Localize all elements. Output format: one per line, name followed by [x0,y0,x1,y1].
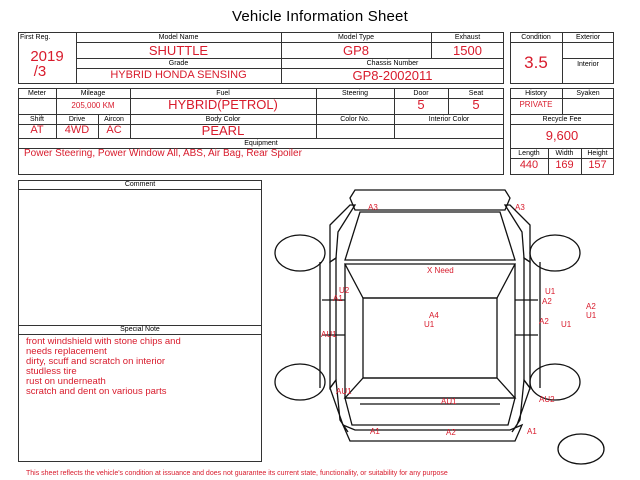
first-reg-label: First Reg. [20,34,51,41]
color-no-label: Color No. [340,116,370,123]
model-type-value: GP8 [342,43,369,58]
right-side-doors-icon [524,258,530,388]
exhaust-value: 1500 [453,43,482,58]
damage-mark: A1 [527,427,537,436]
wheel-rear-left-icon [275,364,325,400]
shift-label: Shift [29,116,44,123]
damage-mark: A3 [515,203,525,212]
seat-value: 5 [472,97,480,112]
special-note-item: rust on underneath [26,376,106,387]
damage-mark: A2 [586,302,596,311]
mileage-label: Mileage [80,90,106,97]
exterior-label: Exterior [575,34,601,41]
special-note-item: studless tire [26,366,77,377]
steering-label: Steering [341,90,369,97]
equipment-label: Equipment [244,140,278,147]
damage-mark: A1 [333,294,343,303]
wheel-front-right-icon [530,235,580,271]
model-name-label: Model Name [158,34,199,41]
seat-label: Seat [468,90,484,97]
damage-mark: U1 [545,287,556,296]
damage-mark: U1 [424,320,435,329]
damage-mark: A4 [429,311,439,320]
width-label: Width [555,150,574,157]
interior-color-label: Interior Color [428,116,470,123]
damage-mark: A2 [446,428,456,437]
comment-label: Comment [124,181,156,188]
damage-mark: A1 [370,427,380,436]
right-fender-front-icon [505,205,530,262]
model-type-label: Model Type [337,34,375,41]
meter-label: Meter [28,90,46,97]
special-note-item: dirty, scuff and scratch on interior [26,356,166,367]
rear-window-icon [345,378,515,398]
wheel-rear-right-icon [530,364,580,400]
left-fender-front-icon [330,205,355,262]
height-value: 157 [588,159,607,171]
grade-value: HYBRID HONDA SENSING [110,69,247,81]
height-label: Height [587,150,608,157]
interior-label: Interior [577,61,599,68]
damage-mark: AU2 [539,395,555,404]
mileage-value: 205,000 KM [71,101,115,110]
aircon-label: Aircon [104,116,124,123]
hood-icon [345,212,515,260]
damage-mark: U1 [586,311,597,320]
body-color-value: PEARL [201,123,245,138]
first-reg-month: /3 [33,63,47,80]
special-note-label: Special Note [120,326,160,333]
left-side-doors-icon [330,258,336,388]
history-label: History [525,90,547,97]
history-value: PRIVATE [519,100,553,109]
special-note-item: scratch and dent on various parts [26,386,167,397]
exhaust-label: Exhaust [454,34,481,41]
length-value: 440 [519,159,539,171]
shift-value: AT [30,124,44,136]
condition-value: 3.5 [524,53,548,72]
recycle-fee-value: 9,600 [545,128,579,143]
grade-label: Grade [168,60,189,67]
damage-mark: AU1 [441,397,457,406]
damage-mark: U2 [339,286,350,295]
model-name-value: SHUTTLE [148,43,209,58]
drive-label: Drive [68,116,86,123]
condition-label: Condition [521,34,551,41]
fuel-label: Fuel [216,90,230,97]
special-note-item: front windshield with stone chips and [26,336,181,347]
damage-mark: AU1 [336,387,352,396]
damage-mark: A2 [539,317,549,326]
body-color-label: Body Color [205,116,241,123]
chassis-number-value: GP8-2002011 [352,68,433,83]
syaken-label: Syaken [576,90,600,97]
fuel-value: HYBRID(PETROL) [168,97,278,112]
length-label: Length [518,150,540,157]
width-value: 169 [555,159,574,171]
sheet-title: Vehicle Information Sheet [232,8,408,25]
aircon-value: AC [106,124,122,136]
wheel-front-left-icon [275,235,325,271]
damage-mark: X Need [427,266,454,275]
door-label: Door [413,90,429,97]
first-reg-year: 2019 [30,48,64,65]
equipment-value: Power Steering, Power Window All, ABS, Air Bag, Rear Spoiler [24,148,302,159]
disclaimer-footer: This sheet reflects the vehicle's condition at issuance and does not guarantee its current state, functionality, or suitability for any purpose [26,470,448,477]
damage-mark: U1 [561,320,572,329]
recycle-fee-label: Recycle Fee [542,116,582,123]
damage-mark: AU1 [321,330,337,339]
special-note-item: needs replacement [26,346,107,357]
chassis-number-label: Chassis Number [366,60,419,67]
drive-value: 4WD [64,124,90,136]
damage-mark: A3 [368,203,378,212]
damage-mark: A2 [542,297,552,306]
spare-wheel-icon [558,434,604,464]
roof-icon [363,298,497,378]
door-value: 5 [417,97,425,112]
tailgate-icon [345,398,515,425]
